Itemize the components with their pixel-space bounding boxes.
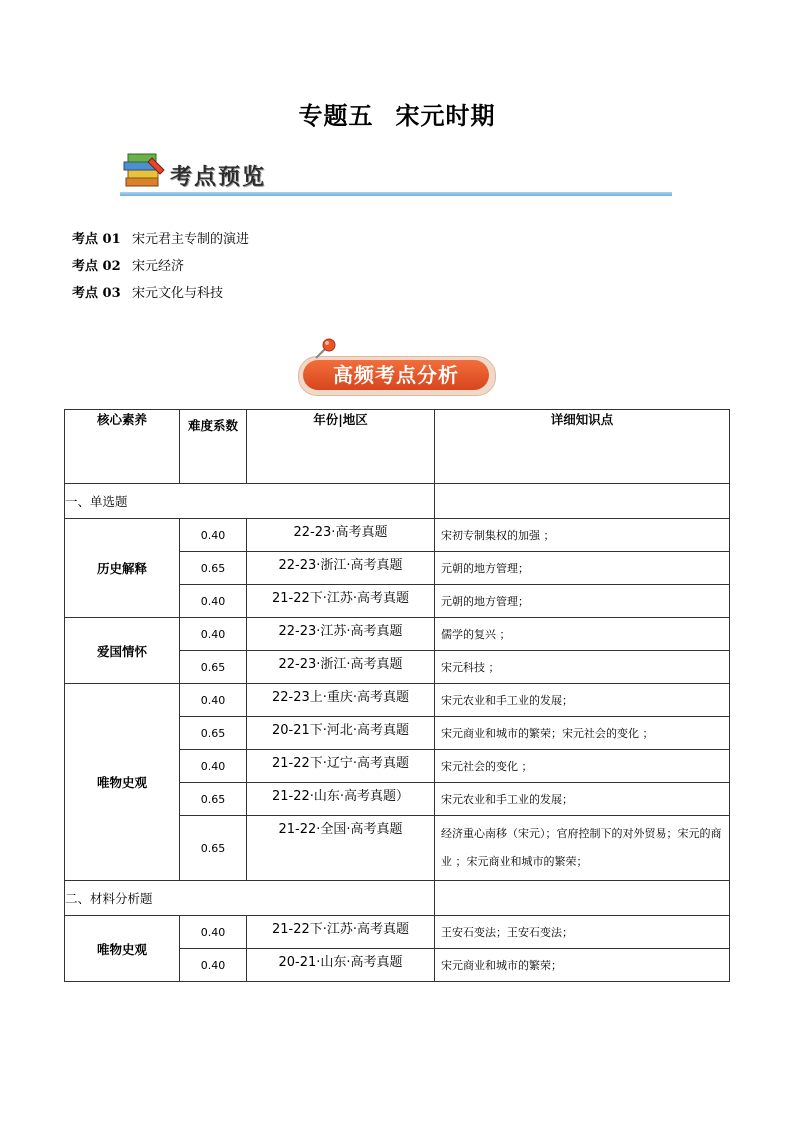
detail-cell: 宋初专制集权的加强 ；	[435, 519, 730, 552]
section-blank	[435, 881, 730, 916]
difficulty-cell: 0.65	[180, 717, 247, 750]
exam-point-text: 宋元君主专制的演进	[132, 232, 250, 247]
analysis-banner	[298, 338, 498, 398]
detail-cell: 宋元商业和城市的繁荣；	[435, 949, 730, 982]
core-cell: 唯物史观	[65, 916, 180, 982]
table-row	[65, 916, 730, 949]
page-title	[0, 96, 794, 131]
preview-banner-bar	[120, 192, 672, 196]
source-cell: 22-23·浙江·高考真题	[247, 552, 435, 585]
difficulty-cell: 0.40	[180, 618, 247, 651]
difficulty-cell: 0.40	[180, 750, 247, 783]
table-row	[65, 618, 730, 651]
table-row	[65, 519, 730, 552]
header-core: 核心素养	[65, 410, 180, 484]
header-detail: 详细知识点	[435, 410, 730, 484]
exam-point	[72, 257, 249, 284]
detail-cell: 元朝的地方管理；	[435, 552, 730, 585]
analysis-banner-label: 高频考点分析	[303, 360, 489, 390]
difficulty-cell: 0.65	[180, 816, 247, 881]
section-row	[65, 484, 730, 519]
difficulty-cell: 0.40	[180, 949, 247, 982]
source-cell: 20-21·山东·高考真题	[247, 949, 435, 982]
difficulty-cell: 0.40	[180, 916, 247, 949]
source-cell: 22-23·高考真题	[247, 519, 435, 552]
difficulty-cell: 0.65	[180, 651, 247, 684]
core-cell: 历史解释	[65, 519, 180, 618]
exam-point-text: 宋元经济	[132, 259, 185, 274]
difficulty-cell: 0.40	[180, 519, 247, 552]
preview-banner-label: 考点预览	[170, 165, 267, 190]
source-cell: 21-22·山东·高考真题）	[247, 783, 435, 816]
section-title: 一、单选题	[65, 484, 435, 519]
source-cell: 21-22下·辽宁·高考真题	[247, 750, 435, 783]
section-title: 二、材料分析题	[65, 881, 435, 916]
detail-cell: 儒学的复兴 ；	[435, 618, 730, 651]
exam-point	[72, 230, 249, 257]
exam-point-text: 宋元文化与科技	[132, 286, 224, 301]
section-row	[65, 881, 730, 916]
exam-point-list	[72, 230, 249, 311]
detail-cell: 经济重心南移（宋元）；官府控制下的对外贸易；宋元的商业 ；宋元商业和城市的繁荣；	[435, 816, 730, 881]
header-source: 年份|地区	[247, 410, 435, 484]
detail-cell: 宋元商业和城市的繁荣；宋元社会的变化 ；	[435, 717, 730, 750]
preview-banner	[120, 150, 672, 198]
table-header-row	[65, 410, 730, 484]
header-difficulty: 难度系数	[180, 410, 247, 484]
detail-cell: 宋元农业和手工业的发展；	[435, 783, 730, 816]
difficulty-cell: 0.65	[180, 783, 247, 816]
source-cell: 22-23·浙江·高考真题	[247, 651, 435, 684]
books-icon	[122, 152, 166, 190]
title-part1: 专题五	[298, 101, 374, 130]
section-blank	[435, 484, 730, 519]
detail-cell: 王安石变法；王安石变法；	[435, 916, 730, 949]
analysis-table	[64, 409, 730, 982]
detail-cell: 宋元科技 ；	[435, 651, 730, 684]
source-cell: 21-22下·江苏·高考真题	[247, 585, 435, 618]
exam-point-number: 考点 03	[72, 286, 121, 301]
table-row	[65, 684, 730, 717]
title-part2: 宋元时期	[395, 101, 496, 130]
detail-cell: 宋元社会的变化 ；	[435, 750, 730, 783]
pushpin-icon	[312, 338, 338, 360]
detail-cell: 元朝的地方管理；	[435, 585, 730, 618]
source-cell: 22-23·江苏·高考真题	[247, 618, 435, 651]
source-cell: 21-22·全国·高考真题	[247, 816, 435, 881]
detail-cell: 宋元农业和手工业的发展；	[435, 684, 730, 717]
core-cell: 爱国情怀	[65, 618, 180, 684]
exam-point-number: 考点 01	[72, 232, 121, 247]
source-cell: 20-21下·河北·高考真题	[247, 717, 435, 750]
difficulty-cell: 0.40	[180, 585, 247, 618]
difficulty-cell: 0.65	[180, 552, 247, 585]
exam-point-number: 考点 02	[72, 259, 121, 274]
source-cell: 22-23上·重庆·高考真题	[247, 684, 435, 717]
core-cell: 唯物史观	[65, 684, 180, 881]
source-cell: 21-22下·江苏·高考真题	[247, 916, 435, 949]
difficulty-cell: 0.40	[180, 684, 247, 717]
exam-point	[72, 284, 249, 311]
